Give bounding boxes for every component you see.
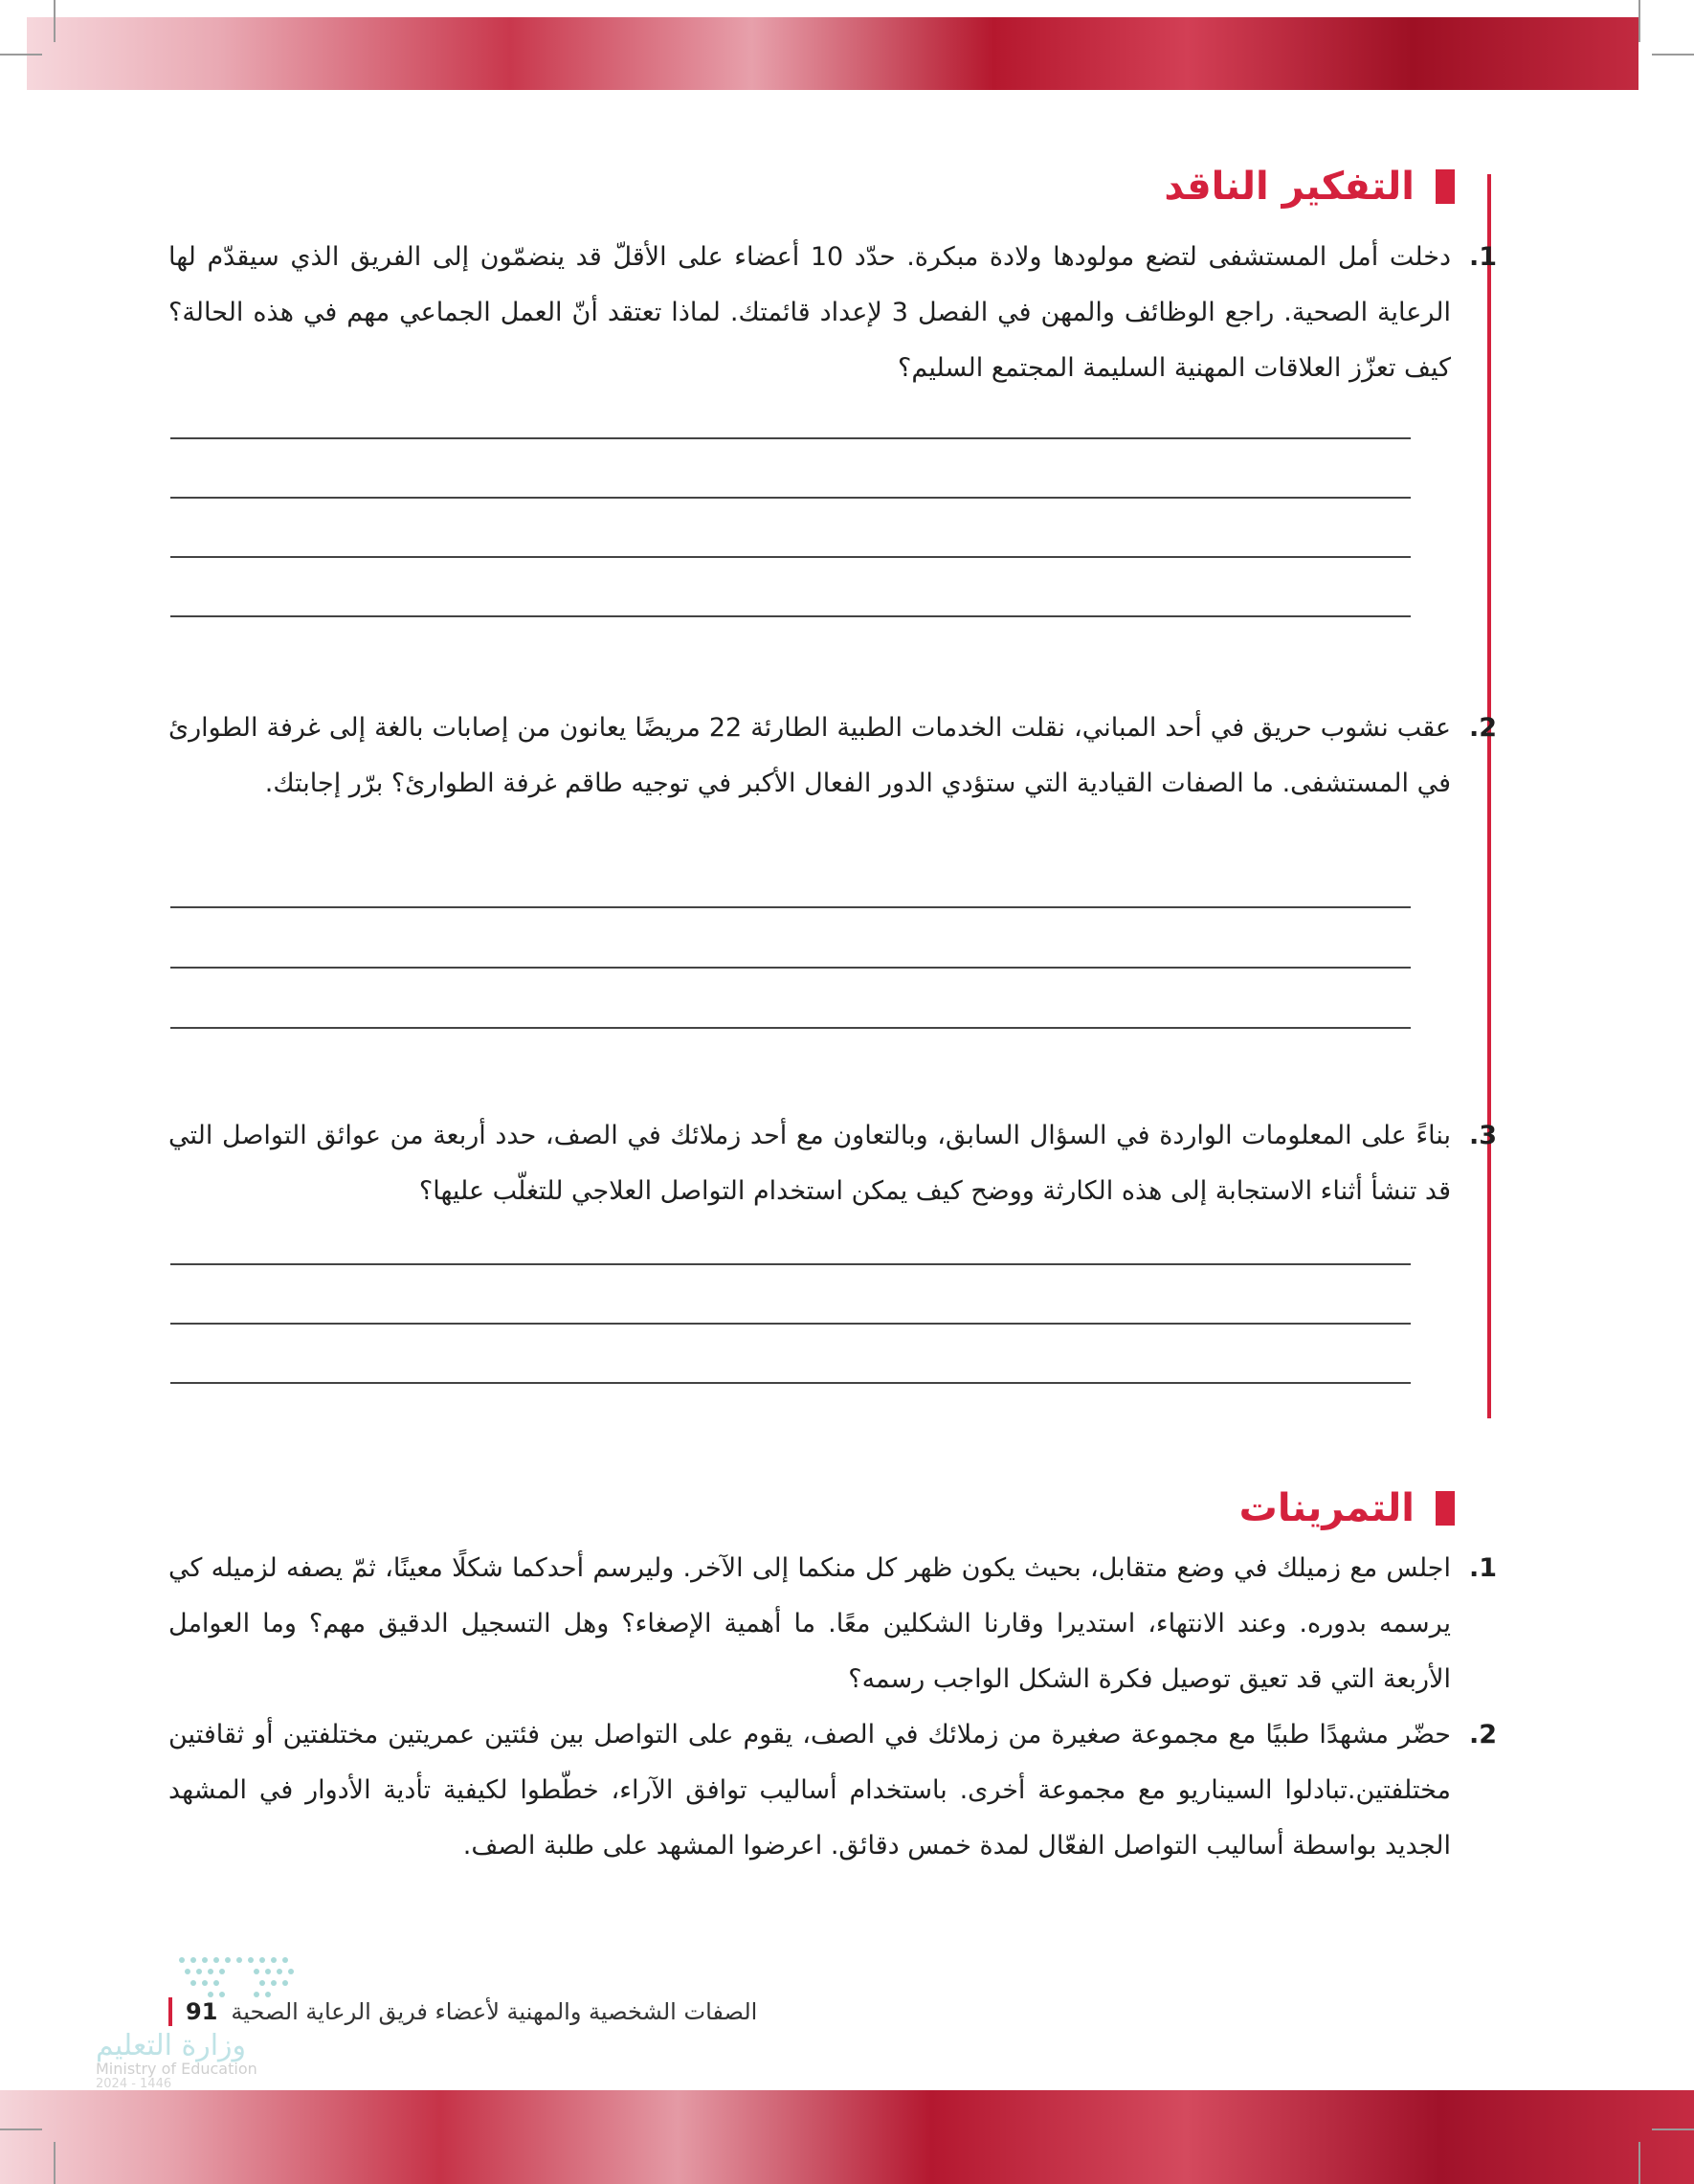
answer-line[interactable]: [170, 1323, 1411, 1325]
ministry-logo-english: Ministry of Education: [96, 2060, 257, 2078]
crop-mark: [0, 54, 42, 56]
question-text: عقب نشوب حريق في أحد المباني، نقلت الخدمات الطبية الطارئة 22 مريضًا يعانون من إصابات بالغة إلى غرفة الطوارئ في المستشفى. ما الصفات القيادية التي ستؤدي الدور الفعال الأكبر في توجيه طاقم غرفة الطوارئ؟ برّر إجابتك.: [168, 713, 1451, 798]
answer-line[interactable]: [170, 556, 1411, 558]
crop-mark: [54, 2142, 56, 2184]
exercise-1: [168, 1541, 1497, 1707]
section-title: التفكير الناقد: [1164, 165, 1415, 209]
question-number: 3.: [1468, 1121, 1497, 1150]
crop-mark: [1652, 2128, 1694, 2130]
crop-mark: [1638, 0, 1640, 42]
page-footer: [168, 1995, 757, 2029]
question-number: 2.: [1468, 713, 1497, 743]
answer-line[interactable]: [170, 1382, 1411, 1384]
critical-thinking-heading: [1164, 165, 1455, 209]
critical-question-3: [168, 1108, 1497, 1219]
question-number: 1.: [1468, 242, 1497, 272]
question-text: اجلس مع زميلك في وضع متقابل، بحيث يكون ظهر كل منكما إلى الآخر. وليرسم أحدكما شكلًا معينًا، ثمّ يصفه لزميله كي يرسمه بدوره. وعند الانتهاء، استديرا وقارنا الشكلين معًا. ما أهمية الإصغاء؟ وهل التسجيل الدقيق مهم؟ وما العوامل الأربعة التي قد تعيق توصيل فكرة الشكل الواجب رسمه؟: [168, 1553, 1451, 1694]
crop-mark: [1638, 2142, 1640, 2184]
top-decorative-band: [27, 17, 1638, 90]
question-text: حضّر مشهدًا طبيًا مع مجموعة صغيرة من زملائك في الصف، يقوم على التواصل بين فئتين عمريتين مختلفتين أو ثقافتين مختلفتين.تبادلوا السيناريو مع مجموعة أخرى. باستخدام أساليب توافق الآراء، خطّطوا لكيفية تأدية الأدوار في المشهد الجديد بواسطة أساليب التواصل الفعّال لمدة خمس دقائق. اعرضوا المشهد على طلبة الصف.: [168, 1720, 1451, 1861]
critical-question-2: [168, 701, 1497, 812]
chapter-title: الصفات الشخصية والمهنية لأعضاء فريق الرعاية الصحية: [231, 1998, 758, 2025]
answer-line[interactable]: [170, 906, 1411, 908]
question-text: بناءً على المعلومات الواردة في السؤال السابق، وبالتعاون مع أحد زملائك في الصف، حدد أربعة من عوائق التواصل التي قد تنشأ أثناء الاستجابة إلى هذه الكارثة ووضح كيف يمكن استخدام التواصل العلاجي للتغلّب عليها؟: [168, 1121, 1451, 1206]
crop-mark: [1652, 54, 1694, 56]
exercises-heading: [1239, 1486, 1455, 1530]
answer-line[interactable]: [170, 615, 1411, 617]
answer-line[interactable]: [170, 967, 1411, 969]
section-marker: [1436, 1491, 1455, 1526]
page-number: 91: [186, 1998, 218, 2025]
crop-mark: [54, 0, 56, 42]
ministry-logo-year: 2024 - 1446: [96, 2077, 172, 2091]
section-side-rule: [1487, 174, 1491, 1418]
answer-line[interactable]: [170, 1263, 1411, 1265]
exercise-2: [168, 1707, 1497, 1874]
question-number: 1.: [1468, 1553, 1497, 1583]
crop-mark: [0, 2128, 42, 2130]
question-text: دخلت أمل المستشفى لتضع مولودها ولادة مبكرة. حدّد 10 أعضاء على الأقلّ قد ينضمّون إلى الفريق الذي سيقدّم لها الرعاية الصحية. راجع الوظائف والمهن في الفصل 3 لإعداد قائمتك. لماذا تعتقد أنّ العمل الجماعي مهم في هذه الحالة؟ كيف تعزّز العلاقات المهنية السليمة المجتمع السليم؟: [168, 242, 1452, 383]
answer-line[interactable]: [170, 497, 1411, 499]
footer-bar: [168, 1997, 172, 2026]
answer-line[interactable]: [170, 1027, 1411, 1029]
section-title: التمرينات: [1238, 1486, 1415, 1530]
answer-line[interactable]: [170, 437, 1411, 439]
section-marker: [1436, 169, 1455, 204]
ministry-logo-arabic: وزارة التعليم: [96, 2029, 247, 2062]
critical-question-1: [168, 230, 1497, 396]
question-number: 2.: [1468, 1720, 1497, 1749]
bottom-decorative-band: [0, 2090, 1694, 2184]
